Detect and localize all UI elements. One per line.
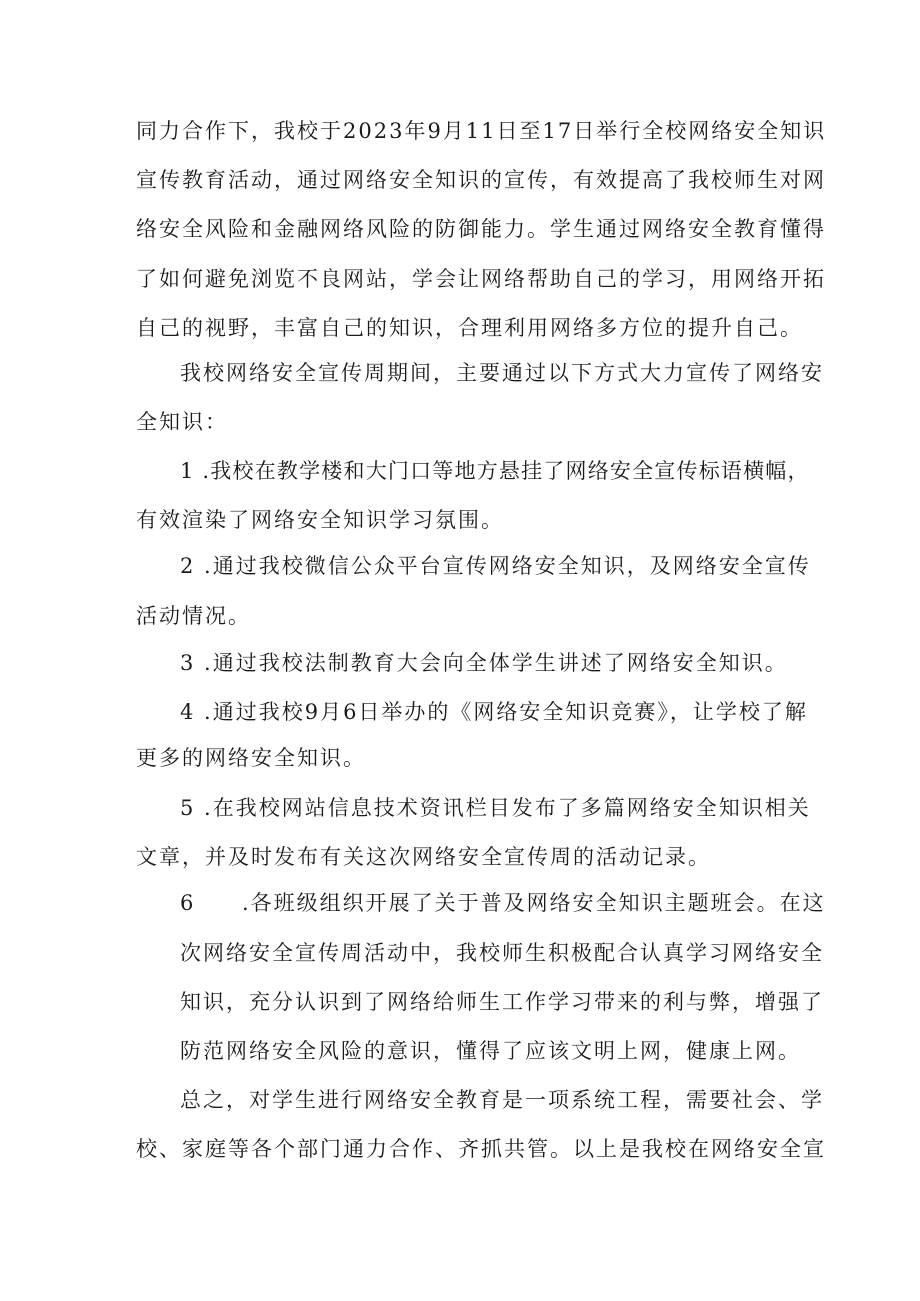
- text-line: 自己的视野，丰富自己的知识，合理利用网络多方位的提升自己。: [136, 316, 803, 340]
- text-line: 知识，充分认识到了网络给师生工作学习带来的利与弊，增强了: [180, 990, 824, 1014]
- text-line: 有效渲染了网络安全知识学习氛围。: [136, 508, 504, 532]
- list-number: 6: [180, 891, 196, 915]
- text-line: 总之，对学生进行网络安全教育是一项系统工程，需要社会、学: [180, 1088, 824, 1112]
- text-line: 活动情况。: [136, 604, 251, 628]
- text-line: 5 .在我校网站信息技术资讯栏目发布了多篇网络安全知识相关: [180, 796, 811, 820]
- text-line: 1 .我校在教学楼和大门口等地方悬挂了网络安全宣传标语横幅，: [180, 459, 810, 483]
- text-line: 4 .通过我校9月6日举办的《网络安全知识竞赛》，让学校了解: [180, 700, 808, 724]
- text-line: 文章，并及时发布有关这次网络安全宣传周的活动记录。: [136, 845, 711, 869]
- text-line: 络安全风险和金融网络风险的防御能力。学生通过网络安全教育懂得: [136, 217, 826, 241]
- text-line: .各班级组织开展了关于普及网络安全知识主题班会。在这: [242, 891, 826, 915]
- text-line: 全知识：: [136, 410, 228, 434]
- text-line: 宣传教育活动，通过网络安全知识的宣传，有效提高了我校师生对网: [136, 168, 826, 192]
- text-line: 2 .通过我校微信公众平台宣传网络安全知识，及网络安全宣传: [180, 554, 811, 578]
- text-line: 了如何避免浏览不良网站，学会让网络帮助自己的学习，用网络开拓: [136, 267, 826, 291]
- text-line: 更多的网络安全知识。: [136, 746, 366, 770]
- text-line: 3 .通过我校法制教育大会向全体学生讲述了网络安全知识。: [180, 651, 788, 675]
- text-line: 防范网络安全风险的意识，懂得了应该文明上网，健康上网。: [180, 1039, 801, 1063]
- text-line: 我校网络安全宣传周期间，主要通过以下方式大力宣传了网络安: [180, 361, 824, 385]
- text-line: 校、家庭等各个部门通力合作、齐抓共管。以上是我校在网络安全宣: [136, 1137, 826, 1161]
- text-line: 次网络安全宣传周活动中，我校师生积极配合认真学习网络安全: [180, 941, 824, 965]
- text-line: 同力合作下，我校于2023年9月11日至17日举行全校网络安全知识: [136, 119, 827, 143]
